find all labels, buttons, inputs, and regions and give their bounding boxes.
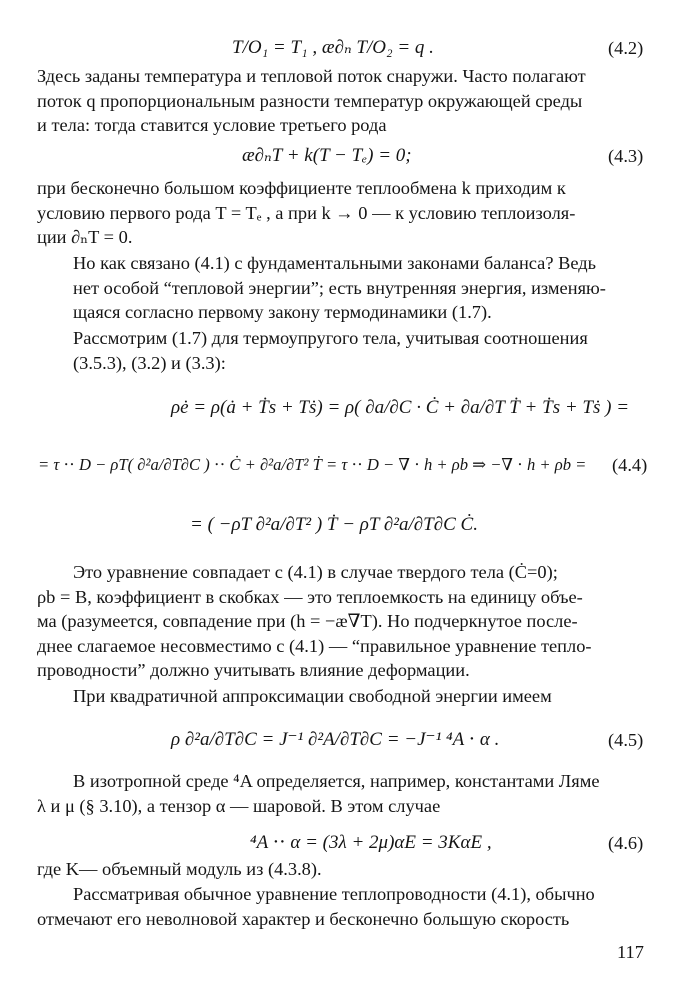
text-line: и тела: тогда ставится условие третьего рода — [37, 115, 387, 136]
text-line: щаяся согласно первому закону термодинамики (1.7). — [73, 302, 492, 323]
equation-4-6 — [0, 828, 689, 858]
equation-body: = τ ⋅⋅ D − ρT( ∂²a/∂T∂C ) ⋅⋅ Ċ + ∂²a/∂T² Ṫ = τ ⋅⋅ D − ∇ ⋅ h + ρb ⇒ −∇ ⋅ h + ρb = — [38, 455, 587, 474]
text-line: где K— объемный модуль из (4.3.8). — [37, 859, 322, 879]
equation-number: (4.2) — [608, 38, 644, 58]
text-line: При квадратичной аппроксимации свободной энергии имеем — [73, 686, 552, 706]
equation-body: T/O₁ = T₁ , æ∂ₙ T/O₂ = q . — [232, 37, 434, 58]
text-line: Рассматривая обычное уравнение теплопроводности (4.1), обычно — [73, 884, 595, 904]
paragraph-comparison — [37, 560, 651, 683]
text-line: поток q пропорциональным разности температур окружающей среды — [37, 90, 583, 111]
equation-4-4-line-3 — [0, 495, 689, 555]
equation-4-4-line-1 — [0, 378, 689, 438]
text-line: Здесь заданы температура и тепловой поток снаружи. Часто полагают — [37, 66, 586, 86]
text-line: Рассмотрим (1.7) для термоупругого тела, учитывая соотношения — [73, 328, 588, 348]
text-line: отмечают его неволновой характер и бесконечно большую скорость — [37, 908, 570, 929]
equation-body: ρ ∂²a/∂T∂C = J⁻¹ ∂²A/∂T∂C = −J⁻¹ ⁴A ⋅ α . — [171, 729, 500, 750]
equation-4-5 — [0, 710, 689, 770]
paragraph-isotropic — [37, 769, 651, 818]
text-line: Это уравнение совпадает с (4.1) в случае твердого тела (Ċ=0); — [73, 562, 558, 582]
paragraph-boundary-conditions — [37, 64, 651, 138]
text-line: днее слагаемое несовместимо с (4.1) — “правильное уравнение тепло- — [37, 635, 592, 656]
equation-number: (4.4) — [612, 455, 648, 475]
text-line: В изотропной среде ⁴A определяется, например, константами Ляме — [73, 771, 600, 791]
text-line: проводности” должно учитывать влияние деформации. — [37, 660, 470, 681]
equation-4-2 — [0, 33, 689, 63]
equation-number: (4.6) — [608, 833, 644, 853]
text-line: Но как связано (4.1) с фундаментальными законами баланса? Ведь — [73, 253, 597, 273]
text-line: λ и μ (§ 3.10), а тензор α — шаровой. В этом случае — [37, 795, 441, 816]
paragraph-energy-balance — [37, 251, 651, 325]
text-line: ции ∂ₙT = 0. — [37, 227, 133, 248]
paragraph-heat-equation — [37, 882, 651, 931]
text-line: нет особой “тепловой энергии”; есть внутренняя энергия, изменяю- — [73, 277, 606, 298]
paragraph-heat-exchange — [37, 176, 651, 250]
text-line: (3.5.3), (3.2) и (3.3): — [73, 352, 226, 373]
paragraph-thermoelastic — [37, 326, 651, 375]
equation-number: (4.5) — [608, 730, 644, 750]
equation-body: ρė = ρ(ȧ + Ṫs + Tṡ) = ρ( ∂a/∂C · Ċ + ∂a/∂T Ṫ + Ṫs + Tṡ ) = — [171, 397, 630, 418]
equation-body: æ∂ₙT + k(T − Tₑ) = 0; — [242, 145, 412, 166]
paragraph-bulk-modulus — [37, 857, 651, 882]
text-line: при бесконечно большом коэффициенте теплообмена k приходим к — [37, 178, 566, 198]
equation-4-3 — [0, 141, 689, 171]
equation-body: = ( −ρT ∂²a/∂T² ) Ṫ − ρT ∂²a/∂T∂C Ċ. — [190, 514, 478, 535]
equation-4-4-line-2 — [0, 435, 689, 495]
page-number: 117 — [617, 942, 644, 962]
equation-body: ⁴A ⋅⋅ α = (3λ + 2μ)αE = 3KαE , — [250, 832, 492, 853]
text-line: ма (разумеется, совпадение при (h = −æ∇T). Но подчеркнутое после- — [37, 611, 578, 632]
equation-number: (4.3) — [608, 146, 644, 166]
text-line: ρb = B, коэффициент в скобках — это теплоемкость на единицу объе- — [37, 586, 583, 607]
text-line: условию первого рода T = Tₑ , а при k → 0 — к условию теплоизоля- — [37, 202, 576, 223]
paragraph-quadratic-approx — [37, 684, 651, 709]
